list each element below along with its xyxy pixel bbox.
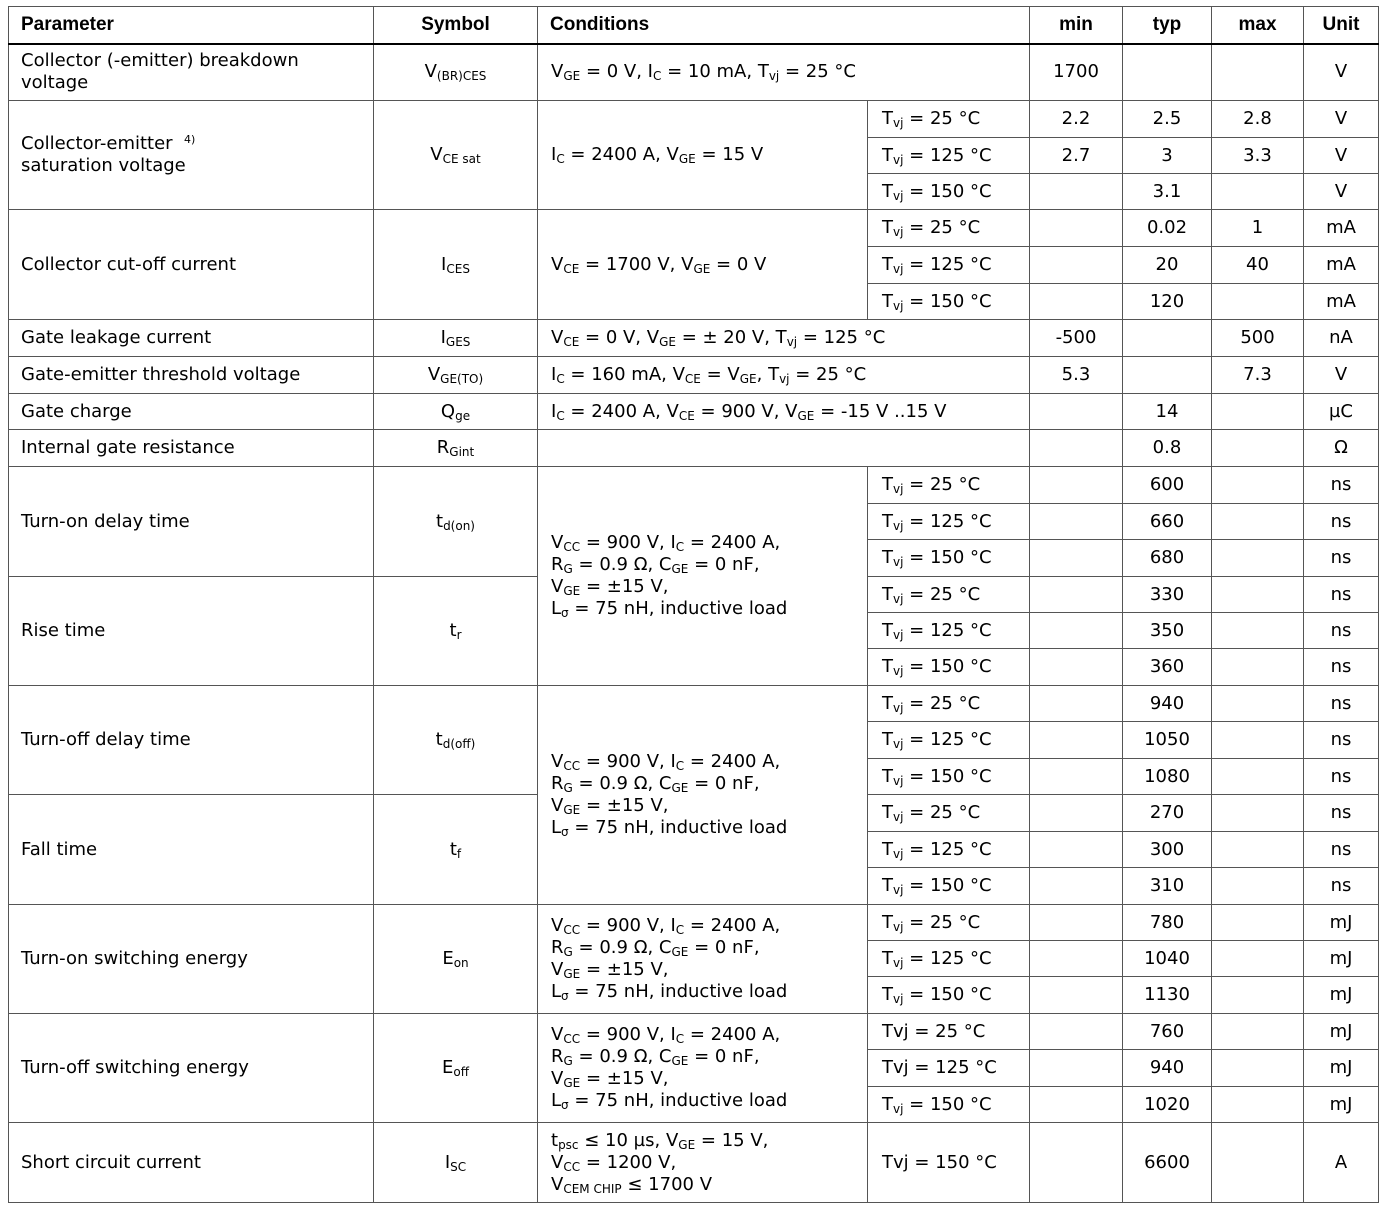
- temp-cond: $T_{vj} = 150$ °C: [868, 540, 1030, 577]
- temp-cond: $T_{vj} = 125$ °C: [868, 941, 1030, 977]
- temp-cond: $T_{vj} = 150$ °C: [868, 868, 1030, 905]
- unit-value: mJ: [1304, 977, 1379, 1014]
- cond-turn-off-switching: $V_{CC} = 900$ V, $I_C = 2400$ A, $R_G = 0.9$ Ω, $C_{GE} = 0$ nF, $V_{GE} = \pm 15$ V, $L_\sigma = 75$ nH, inductive load: [538, 686, 868, 905]
- symbol-vgeto: $V_{GE(TO)}$: [374, 357, 538, 394]
- unit-value: A: [1304, 1123, 1379, 1203]
- temp-cond: $T_{vj} = 25$ °C: [868, 210, 1030, 247]
- max-value: [1212, 394, 1304, 430]
- unit-value: ns: [1304, 577, 1379, 613]
- param-tf: Fall time: [9, 795, 374, 905]
- unit-value: ns: [1304, 504, 1379, 540]
- table-row: [9, 905, 1379, 941]
- max-value: [1212, 613, 1304, 649]
- unit-value: ns: [1304, 540, 1379, 577]
- temp-cond: $T_{vj} = 25$ °C: [868, 905, 1030, 941]
- max-value: [1212, 832, 1304, 868]
- symbol-qge: $Q_{ge}$: [374, 394, 538, 430]
- min-value: [1030, 941, 1123, 977]
- temp-cond: Tvj = 25 °C: [868, 1014, 1030, 1050]
- param-ices: Collector cut-off current: [9, 210, 374, 320]
- min-value: [1030, 174, 1123, 210]
- characteristics-table: [8, 6, 1379, 1203]
- min-value: [1030, 504, 1123, 540]
- unit-value: V: [1304, 357, 1379, 394]
- cond-qge: $I_C = 2400$ A, $V_{CE} = 900$ V, $V_{GE} = -15$ V ..15 V: [538, 394, 1030, 430]
- max-value: [1212, 1014, 1304, 1050]
- temp-cond: $T_{vj} = 150$ °C: [868, 284, 1030, 320]
- temp-cond: $T_{vj} = 125$ °C: [868, 247, 1030, 284]
- unit-value: mJ: [1304, 941, 1379, 977]
- typ-value: 3.1: [1123, 174, 1212, 210]
- min-value: [1030, 284, 1123, 320]
- min-value: [1030, 795, 1123, 832]
- header-typ: typ: [1123, 7, 1212, 44]
- min-value: [1030, 613, 1123, 649]
- header-conditions: Conditions: [538, 7, 1030, 44]
- min-value: [1030, 686, 1123, 722]
- typ-value: 20: [1123, 247, 1212, 284]
- unit-value: ns: [1304, 649, 1379, 686]
- unit-value: Ω: [1304, 430, 1379, 467]
- header-parameter: Parameter: [9, 7, 374, 44]
- symbol-vcesat: $V_{CE sat}$: [374, 101, 538, 210]
- temp-cond: $T_{vj} = 25$ °C: [868, 467, 1030, 504]
- max-value: [1212, 759, 1304, 795]
- min-value: 2.2: [1030, 101, 1123, 138]
- typ-value: 940: [1123, 1050, 1212, 1087]
- min-value: [1030, 1123, 1123, 1203]
- max-value: 7.3: [1212, 357, 1304, 394]
- typ-value: [1123, 320, 1212, 357]
- typ-value: 1080: [1123, 759, 1212, 795]
- table-row: [9, 686, 1379, 722]
- table-row: [9, 44, 1379, 101]
- typ-value: 0.02: [1123, 210, 1212, 247]
- max-value: [1212, 722, 1304, 759]
- cond-isc: $t_{psc} \le 10$ µs, $V_{GE} = 15$ V, $V_{CC} = 1200$ V, $V_{CEM CHIP} \le 1700$ V: [538, 1123, 868, 1203]
- unit-value: V: [1304, 174, 1379, 210]
- table-row: [9, 320, 1379, 357]
- table-row: [9, 210, 1379, 247]
- typ-value: 940: [1123, 686, 1212, 722]
- max-value: 2.8: [1212, 101, 1304, 138]
- header-min: min: [1030, 7, 1123, 44]
- typ-value: 780: [1123, 905, 1212, 941]
- typ-value: 1050: [1123, 722, 1212, 759]
- max-value: [1212, 1087, 1304, 1123]
- temp-cond: $T_{vj} = 125$ °C: [868, 832, 1030, 868]
- cond-turn-on-switching: $V_{CC} = 900$ V, $I_C = 2400$ A, $R_G = 0.9$ Ω, $C_{GE} = 0$ nF, $V_{GE} = \pm 15$ V, $L_\sigma = 75$ nH, inductive load: [538, 467, 868, 686]
- min-value: [1030, 430, 1123, 467]
- typ-value: 680: [1123, 540, 1212, 577]
- temp-cond: $T_{vj} = 125$ °C: [868, 138, 1030, 174]
- min-value: [1030, 722, 1123, 759]
- unit-value: ns: [1304, 795, 1379, 832]
- unit-value: V: [1304, 101, 1379, 138]
- min-value: [1030, 210, 1123, 247]
- temp-cond: Tvj = 150 °C: [868, 1123, 1030, 1203]
- max-value: [1212, 577, 1304, 613]
- min-value: [1030, 832, 1123, 868]
- min-value: [1030, 759, 1123, 795]
- min-value: [1030, 577, 1123, 613]
- cond-breakdown: $V_{GE} = 0$ V, $I_C = 10$ mA, $T_{vj} = 25$ °C: [538, 44, 1030, 101]
- min-value: [1030, 649, 1123, 686]
- max-value: [1212, 686, 1304, 722]
- unit-value: ns: [1304, 832, 1379, 868]
- typ-value: 660: [1123, 504, 1212, 540]
- symbol-ices: $I_{CES}$: [374, 210, 538, 320]
- table-row: [9, 394, 1379, 430]
- param-tdon: Turn-on delay time: [9, 467, 374, 577]
- min-value: 1700: [1030, 44, 1123, 101]
- cond-eoff: $V_{CC} = 900$ V, $I_C = 2400$ A, $R_G = 0.9$ Ω, $C_{GE} = 0$ nF, $V_{GE} = \pm 15$ V, $L_\sigma = 75$ nH, inductive load: [538, 1014, 868, 1123]
- temp-cond: $T_{vj} = 150$ °C: [868, 649, 1030, 686]
- max-value: [1212, 941, 1304, 977]
- max-value: [1212, 795, 1304, 832]
- max-value: [1212, 868, 1304, 905]
- unit-value: ns: [1304, 686, 1379, 722]
- max-value: [1212, 44, 1304, 101]
- header-unit: Unit: [1304, 7, 1379, 44]
- typ-value: 270: [1123, 795, 1212, 832]
- temp-cond: $T_{vj} = 25$ °C: [868, 795, 1030, 832]
- unit-value: mA: [1304, 284, 1379, 320]
- cond-vcesat: $I_C = 2400$ A, $V_{GE} = 15$ V: [538, 101, 868, 210]
- unit-value: mA: [1304, 247, 1379, 284]
- param-vgeto: Gate-emitter threshold voltage: [9, 357, 374, 394]
- unit-value: ns: [1304, 722, 1379, 759]
- param-eon: Turn-on switching energy: [9, 905, 374, 1014]
- unit-value: ns: [1304, 759, 1379, 795]
- max-value: [1212, 1050, 1304, 1087]
- temp-cond: $T_{vj} = 150$ °C: [868, 174, 1030, 210]
- typ-value: 350: [1123, 613, 1212, 649]
- typ-value: 330: [1123, 577, 1212, 613]
- max-value: [1212, 284, 1304, 320]
- typ-value: 3: [1123, 138, 1212, 174]
- typ-value: 1130: [1123, 977, 1212, 1014]
- typ-value: 760: [1123, 1014, 1212, 1050]
- cond-iges: $V_{CE} = 0$ V, $V_{GE}$ = ± 20 V, $T_{vj} = 125$ °C: [538, 320, 1030, 357]
- unit-value: mJ: [1304, 1014, 1379, 1050]
- header-row: [9, 7, 1379, 44]
- unit-value: mJ: [1304, 1087, 1379, 1123]
- cond-ices: $V_{CE} = 1700$ V, $V_{GE} = 0$ V: [538, 210, 868, 320]
- unit-value: ns: [1304, 868, 1379, 905]
- temp-cond: Tvj = 125 °C: [868, 1050, 1030, 1087]
- unit-value: ns: [1304, 467, 1379, 504]
- unit-value: V: [1304, 44, 1379, 101]
- unit-value: mA: [1304, 210, 1379, 247]
- max-value: 1: [1212, 210, 1304, 247]
- cond-eon: $V_{CC} = 900$ V, $I_C = 2400$ A, $R_G = 0.9$ Ω, $C_{GE} = 0$ nF, $V_{GE} = \pm 15$ V, $L_\sigma = 75$ nH, inductive load: [538, 905, 868, 1014]
- symbol-rgint: $R_{Gint}$: [374, 430, 538, 467]
- table-row: [9, 467, 1379, 504]
- temp-cond: $T_{vj} = 125$ °C: [868, 613, 1030, 649]
- max-value: [1212, 430, 1304, 467]
- unit-value: nA: [1304, 320, 1379, 357]
- min-value: 2.7: [1030, 138, 1123, 174]
- min-value: [1030, 1050, 1123, 1087]
- symbol-eoff: $E_{off}$: [374, 1014, 538, 1123]
- max-value: 3.3: [1212, 138, 1304, 174]
- max-value: [1212, 977, 1304, 1014]
- temp-cond: $T_{vj} = 125$ °C: [868, 722, 1030, 759]
- symbol-tr: $t_r$: [374, 577, 538, 686]
- temp-cond: $T_{vj} = 150$ °C: [868, 977, 1030, 1014]
- min-value: [1030, 1014, 1123, 1050]
- table-row: [9, 357, 1379, 394]
- param-isc: Short circuit current: [9, 1123, 374, 1203]
- typ-value: 1020: [1123, 1087, 1212, 1123]
- typ-value: 1040: [1123, 941, 1212, 977]
- symbol-tdon: $t_{d(on)}$: [374, 467, 538, 577]
- param-qge: Gate charge: [9, 394, 374, 430]
- symbol-eon: $E_{on}$: [374, 905, 538, 1014]
- min-value: [1030, 868, 1123, 905]
- cond-vgeto: $I_C = 160$ mA, $V_{CE} = V_{GE}$, $T_{vj} = 25$ °C: [538, 357, 1030, 394]
- typ-value: [1123, 357, 1212, 394]
- cond-rgint: [538, 430, 1030, 467]
- temp-cond: $T_{vj} = 125$ °C: [868, 504, 1030, 540]
- min-value: [1030, 977, 1123, 1014]
- param-iges: Gate leakage current: [9, 320, 374, 357]
- table-row: [9, 1014, 1379, 1050]
- max-value: [1212, 649, 1304, 686]
- unit-value: mJ: [1304, 905, 1379, 941]
- header-symbol: Symbol: [374, 7, 538, 44]
- unit-value: µC: [1304, 394, 1379, 430]
- unit-value: mJ: [1304, 1050, 1379, 1087]
- temp-cond: $T_{vj} = 25$ °C: [868, 101, 1030, 138]
- symbol-iges: $I_{GES}$: [374, 320, 538, 357]
- header-max: max: [1212, 7, 1304, 44]
- symbol-breakdown: $V_{(BR)CES}$: [374, 44, 538, 101]
- min-value: [1030, 394, 1123, 430]
- min-value: [1030, 467, 1123, 504]
- max-value: [1212, 1123, 1304, 1203]
- temp-cond: $T_{vj} = 25$ °C: [868, 577, 1030, 613]
- unit-value: V: [1304, 138, 1379, 174]
- table-row: [9, 430, 1379, 467]
- typ-value: 310: [1123, 868, 1212, 905]
- max-value: [1212, 467, 1304, 504]
- min-value: [1030, 905, 1123, 941]
- typ-value: [1123, 44, 1212, 101]
- temp-cond: $T_{vj} = 150$ °C: [868, 1087, 1030, 1123]
- min-value: -500: [1030, 320, 1123, 357]
- typ-value: 14: [1123, 394, 1212, 430]
- typ-value: 120: [1123, 284, 1212, 320]
- param-breakdown: Collector (-emitter) breakdown voltage: [9, 44, 374, 101]
- temp-cond: $T_{vj} = 150$ °C: [868, 759, 1030, 795]
- max-value: 40: [1212, 247, 1304, 284]
- typ-value: 6600: [1123, 1123, 1212, 1203]
- max-value: [1212, 540, 1304, 577]
- min-value: 5.3: [1030, 357, 1123, 394]
- min-value: [1030, 1087, 1123, 1123]
- max-value: [1212, 504, 1304, 540]
- table-row: [9, 1123, 1379, 1203]
- typ-value: 2.5: [1123, 101, 1212, 138]
- max-value: 500: [1212, 320, 1304, 357]
- typ-value: 300: [1123, 832, 1212, 868]
- param-rgint: Internal gate resistance: [9, 430, 374, 467]
- max-value: [1212, 174, 1304, 210]
- param-vcesat: Collector-emitter $^{4)}$ saturation voltage: [9, 101, 374, 210]
- typ-value: 0.8: [1123, 430, 1212, 467]
- min-value: [1030, 540, 1123, 577]
- symbol-tdoff: $t_{d(off)}$: [374, 686, 538, 795]
- symbol-tf: $t_f$: [374, 795, 538, 905]
- typ-value: 360: [1123, 649, 1212, 686]
- symbol-isc: $I_{SC}$: [374, 1123, 538, 1203]
- param-tr: Rise time: [9, 577, 374, 686]
- max-value: [1212, 905, 1304, 941]
- param-eoff: Turn-off switching energy: [9, 1014, 374, 1123]
- min-value: [1030, 247, 1123, 284]
- typ-value: 600: [1123, 467, 1212, 504]
- temp-cond: $T_{vj} = 25$ °C: [868, 686, 1030, 722]
- table-row: [9, 101, 1379, 138]
- unit-value: ns: [1304, 613, 1379, 649]
- param-tdoff: Turn-off delay time: [9, 686, 374, 795]
